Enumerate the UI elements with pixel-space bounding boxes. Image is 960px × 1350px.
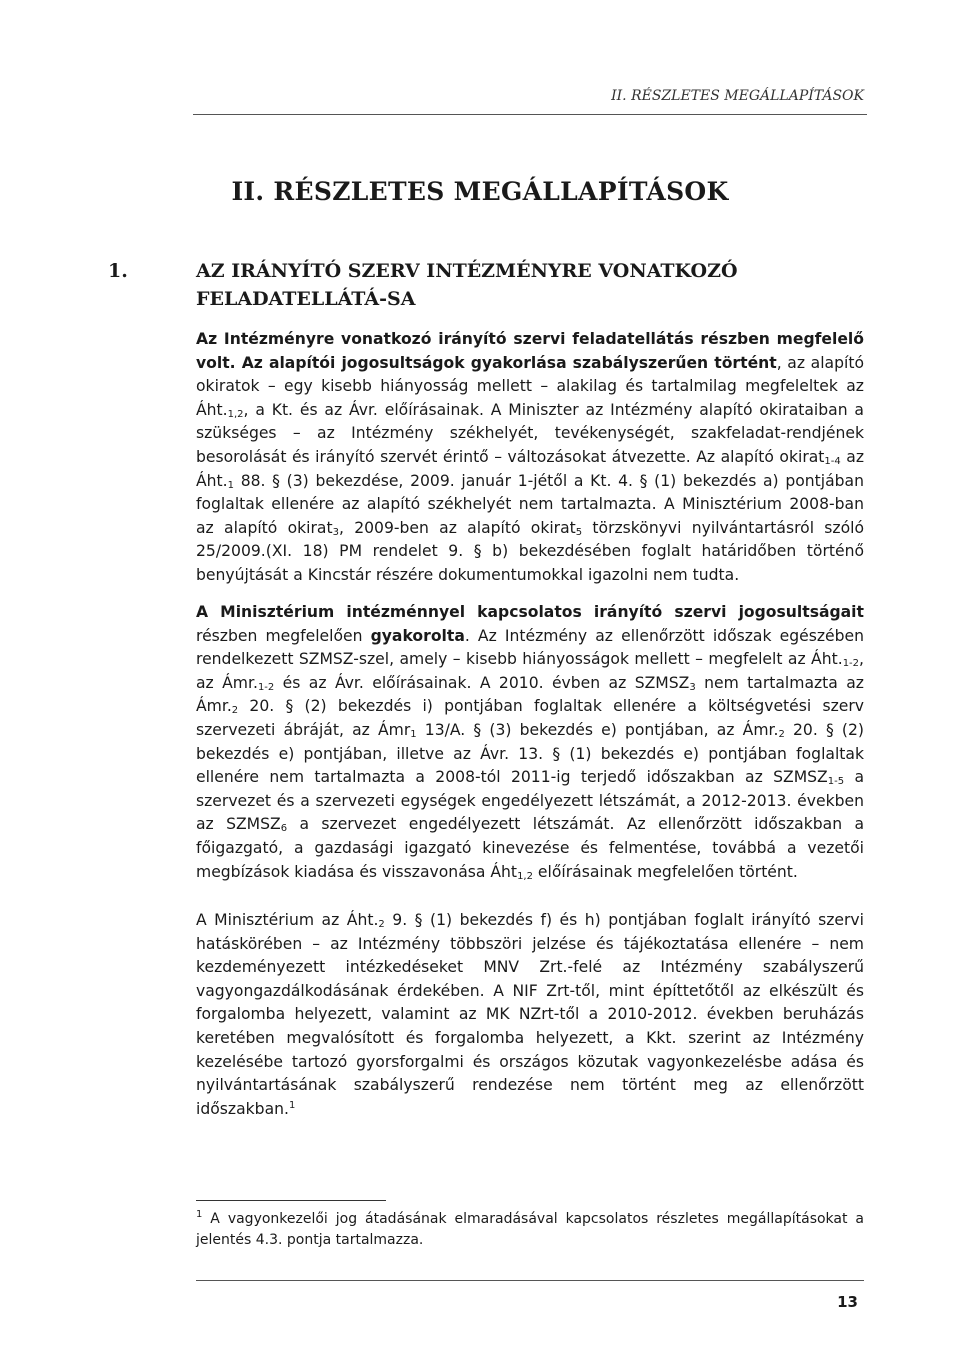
subscript: 1,2	[227, 408, 244, 420]
footnote	[196, 1209, 864, 1251]
footnote-text: A vagyonkezelői jog átadásának elmaradásával kapcsolatos részletes megállapításokat a jelentés 4.3. pontja tartalmazza.	[196, 1211, 864, 1248]
subscript: 2	[778, 728, 785, 740]
bold-run: gyakorolta	[370, 626, 465, 645]
text-run: , a Kt. és az Ávr. előírásainak. A Miniszter az Intézmény alapító okirataiban a szükséges – az Intézmény székhelyét, tevékenységét, szakfeladat-rendjének besorolását és irányító szervét érintő – változásokat átvezette. Az alapító okirat	[196, 400, 864, 466]
section-title: AZ IRÁNYÍTÓ SZERV INTÉZMÉNYRE VONATKOZÓ FELADATELLÁTÁ-SA	[196, 260, 738, 310]
text-run: 88. § (3) bekezdése, 2009. január 1-jétől a Kt. 4. § (1) bekezdés a) pontjában foglaltak ellenére az alapító székhelyét nem tartalmazta. A Minisztérium 2008-ban az alapító okirat	[196, 471, 864, 537]
subscript: 5	[575, 526, 583, 538]
subscript: 2	[231, 705, 239, 717]
subscript: 1	[410, 728, 417, 740]
text-run: a szervezet engedélyezett létszámát. Az ellenőrzött időszakban a főigazgató, a gazdasági igazgató kinevezése és felmentése, továbbá a vezetői megbízások kiadása és visszavonása Áht	[196, 815, 864, 881]
text-run: a szervezet és a szervezeti egységek engedélyezett létszámát, a 2012-2013. években az SZMSZ	[196, 768, 865, 834]
subscript: 1-4	[824, 455, 841, 467]
text-run: 13/A. § (3) bekezdés e) pontjában, az Ámr.	[416, 720, 779, 739]
subscript: 1-2	[842, 658, 860, 670]
text-run: , 2009-ben az alapító okirat	[338, 518, 576, 537]
header-rule	[193, 114, 867, 115]
subscript: 6	[280, 823, 288, 835]
text-run: nem tartalmazta az Ámr.	[196, 673, 864, 716]
subscript: 1-2	[257, 681, 275, 693]
paragraph-text	[196, 601, 864, 884]
paragraph-text	[196, 328, 864, 588]
footer-rule	[196, 1280, 864, 1281]
text-run: A Minisztérium az Áht.	[196, 911, 379, 929]
subscript: 3	[689, 681, 696, 693]
section-number: 1.	[108, 260, 128, 282]
text-run: 20. § (2) bekezdés i) pontjában foglaltak ellenére a költségvetési szerv szervezeti ábráját, az Ámr	[196, 697, 864, 739]
footnote-ref: 1	[288, 1099, 296, 1111]
paragraph-2	[196, 601, 864, 884]
paragraph-3	[196, 909, 864, 1121]
text-run: 20. § (2) bekezdés e) pontjában, illetve az Ávr. 13. § (1) bekezdés e) pontjában foglaltak ellenére nem tartalmazta a 2008-tól 2011-ig terjedő időszakban az SZMSZ	[196, 720, 864, 787]
text-run: , az alapító okiratok – egy kisebb hiányosság mellett – alakilag és tartalmilag megfeleltek az Áht.	[196, 353, 864, 419]
subscript: 3	[332, 526, 339, 538]
subscript: 2	[378, 919, 385, 930]
text-run: 9. § (1) bekezdés f) és h) pontjában foglalt irányító szervi hatáskörében – az Intézmény többszöri jelzése és tájékoztatása ellenére – nem kezdeményezett intézkedéseket MNV Zrt.-felé az Intézmény szabályszerű vagyongazdálkodásának érdekében. A NIF Zrt-től, mint építtetőtől az elkészült és forgalomba helyezett, valamint az MK NZrt-től a 2010-2012. években beruházás keretében megvalósított és forgalomba helyezett, a Kkt. szerint az Intézmény kezelésébe tartozó gyorsforgalmi és országos közutak vagyonkezelésbe adása és nyilvántartásának szabályszerű rendezése nem történt meg az ellenőrzött időszakban.	[196, 911, 864, 1118]
text-run: az Áht.	[196, 447, 865, 490]
subscript: 1,2	[517, 870, 533, 882]
paragraph-1	[196, 328, 864, 588]
subscript: 1	[227, 479, 234, 491]
chapter-title: II. RÉSZLETES MEGÁLLAPÍTÁSOK	[231, 177, 729, 206]
footnote-marker: 1	[196, 1209, 203, 1220]
bold-run: Az Intézményre vonatkozó irányító szervi feladatellátás részben megfelelő volt. Az alapítói jogosultságok gyakorlása szabályszerűen történt	[196, 330, 864, 372]
text-run: törzskönyvi nyilvántartásról szóló 25/2009.(XI. 18) PM rendelet 9. § b) bekezdésében foglalt határidőben történő benyújtását a Kincstár részére dokumentumokkal igazolni nem tudta.	[196, 518, 865, 584]
subscript: 1-5	[827, 776, 845, 788]
text-run: , az Ámr.	[196, 650, 864, 692]
footnote-rule	[196, 1200, 386, 1201]
text-run: részben megfelelően	[196, 626, 371, 645]
running-header: II. RÉSZLETES MEGÁLLAPÍTÁSOK	[611, 88, 864, 104]
text-run: előírásainak megfelelően történt.	[532, 862, 798, 881]
page-number: 13	[837, 1293, 858, 1311]
bold-run: A Minisztérium intézménnyel kapcsolatos irányító szervi jogosultságait	[196, 603, 864, 621]
paragraph-text	[196, 909, 864, 1121]
text-run: és az Ávr. előírásainak. A 2010. évben az SZMSZ	[274, 673, 690, 692]
text-run: . Az Intézmény az ellenőrzött időszak egészében rendelkezett SZMSZ-szel, amely – kisebb hiányosságok mellett – megfelelt az Áht.	[196, 626, 864, 669]
